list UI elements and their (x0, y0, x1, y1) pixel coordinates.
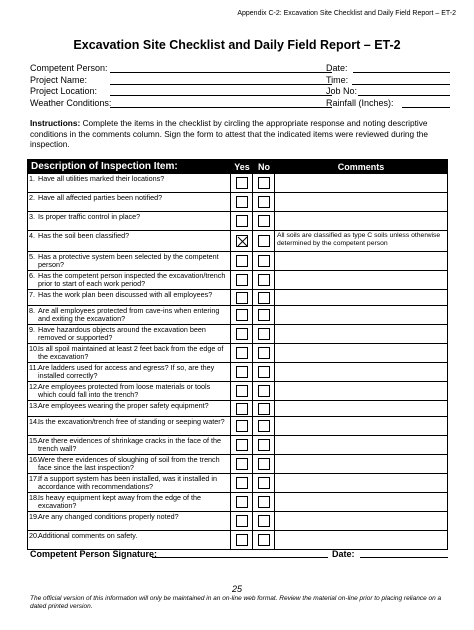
yes-cell (231, 193, 253, 211)
row-number: 9. (29, 325, 35, 334)
yes-checkbox[interactable] (236, 496, 248, 508)
row-comment[interactable] (275, 271, 447, 289)
row-comment[interactable] (275, 212, 447, 230)
row-comment[interactable] (275, 344, 447, 362)
yes-cell (231, 493, 253, 511)
yes-checkbox[interactable] (236, 215, 248, 227)
yes-checkbox[interactable] (236, 403, 248, 415)
row-comment[interactable] (275, 474, 447, 492)
no-checkbox[interactable] (258, 309, 270, 321)
yes-checkbox[interactable] (236, 420, 248, 432)
row-comment[interactable] (275, 417, 447, 435)
yes-cell (231, 401, 253, 416)
row-description: Has the work plan been discussed with all employees? (38, 290, 231, 305)
row-comment[interactable] (275, 493, 447, 511)
yes-cell (231, 325, 253, 343)
yes-checkbox[interactable] (236, 477, 248, 489)
row-number: 8. (29, 306, 35, 315)
appendix-header: Appendix C-2: Excavation Site Checklist and Daily Field Report – ET-2 (237, 10, 456, 17)
row-description: Has the soil been classified? (38, 231, 231, 251)
no-checkbox[interactable] (258, 420, 270, 432)
no-checkbox[interactable] (258, 477, 270, 489)
row-number: 14. (29, 417, 39, 426)
table-row (28, 381, 447, 400)
yes-cell (231, 231, 253, 251)
yes-cell (231, 252, 253, 270)
yes-checkbox[interactable] (236, 366, 248, 378)
competent-person-field[interactable] (110, 72, 332, 73)
no-checkbox[interactable] (258, 366, 270, 378)
project-name-label: Project Name: (30, 74, 88, 85)
no-cell (253, 212, 275, 230)
row-number: 16. (29, 455, 39, 464)
row-description: Were there evidences of sloughing of soil from the trench face since the last inspection? (38, 455, 231, 473)
table-row (28, 305, 447, 324)
instructions-label: Instructions: (30, 118, 81, 128)
no-cell (253, 363, 275, 381)
row-comment[interactable] (275, 306, 447, 324)
yes-checkbox[interactable] (236, 292, 248, 304)
row-description: Have hazardous objects around the excavation been removed or supported? (38, 325, 231, 343)
header-fields (30, 63, 450, 109)
no-checkbox[interactable] (258, 215, 270, 227)
table-header (28, 160, 447, 173)
row-comment[interactable] (275, 290, 447, 305)
row-number: 17. (29, 474, 39, 483)
no-cell (253, 401, 275, 416)
no-checkbox[interactable] (258, 403, 270, 415)
inspection-table (27, 159, 448, 550)
no-checkbox[interactable] (258, 235, 270, 247)
yes-cell (231, 363, 253, 381)
rainfall-field[interactable] (402, 107, 450, 108)
header-comments: Comments (337, 161, 385, 172)
row-description: Are all employees protected from cave-ins when entering and exiting the excavation? (38, 306, 231, 324)
no-cell (253, 436, 275, 454)
yes-checkbox[interactable] (236, 534, 248, 546)
table-row (28, 173, 447, 192)
row-number: 18. (29, 493, 39, 502)
job-no-field[interactable] (358, 95, 450, 96)
yes-cell (231, 474, 253, 492)
row-description: Is proper traffic control in place? (38, 212, 231, 230)
no-checkbox[interactable] (258, 177, 270, 189)
no-cell (253, 271, 275, 289)
row-comment[interactable] (275, 531, 447, 549)
yes-cell (231, 212, 253, 230)
table-row (28, 324, 447, 343)
row-description: Is the excavation/trench free of standing or seeping water? (38, 417, 231, 435)
no-checkbox[interactable] (258, 292, 270, 304)
no-cell (253, 417, 275, 435)
header-description: Description of Inspection Item: (31, 161, 178, 172)
table-row (28, 400, 447, 416)
header-yes: Yes (234, 161, 250, 172)
project-location-field[interactable] (110, 95, 332, 96)
no-cell (253, 290, 275, 305)
table-row (28, 192, 447, 211)
weather-label: Weather Conditions: (30, 97, 112, 108)
no-checkbox[interactable] (258, 274, 270, 286)
yes-checkbox[interactable] (236, 347, 248, 359)
row-description: Are any changed conditions properly noted? (38, 512, 231, 530)
row-number: 4. (29, 231, 35, 240)
row-number: 6. (29, 271, 35, 280)
project-location-label: Project Location: (30, 86, 98, 96)
instructions (30, 118, 450, 150)
row-comment[interactable] (275, 436, 447, 454)
table-row (28, 289, 447, 305)
row-number: 11. (29, 363, 39, 372)
row-number: 1. (29, 174, 35, 183)
yes-cell (231, 306, 253, 324)
no-cell (253, 474, 275, 492)
competent-person-label: Competent Person: (30, 63, 108, 73)
no-checkbox[interactable] (258, 347, 270, 359)
row-number: 3. (29, 212, 35, 221)
signature-date-label: Date: (332, 549, 355, 559)
row-description: Are there evidences of shrinkage cracks in the face of the trench wall? (38, 436, 231, 454)
yes-checkbox[interactable] (236, 515, 248, 527)
no-checkbox[interactable] (258, 439, 270, 451)
table-row (28, 416, 447, 435)
table-row (28, 511, 447, 530)
yes-cell (231, 455, 253, 473)
header-no: No (258, 161, 270, 172)
yes-cell (231, 271, 253, 289)
row-comment[interactable] (275, 252, 447, 270)
no-checkbox[interactable] (258, 515, 270, 527)
table-row (28, 270, 447, 289)
weather-field[interactable] (110, 107, 332, 108)
table-row (28, 473, 447, 492)
no-checkbox[interactable] (258, 496, 270, 508)
row-description: Has the competent person inspected the excavation/trench prior to start of each work period? (38, 271, 231, 289)
date-label: Date: (326, 63, 348, 73)
signature-label: Competent Person Signature: (30, 549, 158, 559)
yes-checkbox[interactable] (236, 309, 248, 321)
table-row (28, 492, 447, 511)
row-number: 19. (29, 512, 39, 521)
no-cell (253, 174, 275, 192)
time-field[interactable] (352, 84, 450, 85)
row-number: 13. (29, 401, 39, 410)
row-number: 20. (29, 531, 39, 540)
yes-cell (231, 531, 253, 549)
signature-field[interactable] (152, 557, 328, 558)
table-row (28, 530, 447, 549)
no-checkbox[interactable] (258, 255, 270, 267)
table-row (28, 251, 447, 270)
footer-note: The official version of this information will only be maintained in an on-line web format. Review the material on-line prior to placing reliance on a dated printed version. (30, 595, 442, 610)
no-cell (253, 325, 275, 343)
row-description: Are employees protected from loose materials or tools which could fall into the trench? (38, 382, 231, 400)
no-cell (253, 344, 275, 362)
yes-cell (231, 436, 253, 454)
row-comment[interactable] (275, 193, 447, 211)
table-row (28, 211, 447, 230)
yes-checkbox[interactable] (236, 196, 248, 208)
yes-cell (231, 290, 253, 305)
yes-checkbox[interactable] (236, 328, 248, 340)
table-row (28, 362, 447, 381)
yes-checkbox[interactable] (236, 385, 248, 397)
no-cell (253, 193, 275, 211)
yes-cell (231, 512, 253, 530)
instructions-text: Complete the items in the checklist by circling the appropriate response and noting descriptive conditions in the comments column. Sign the form to attest that the indicated items were reviewed during the inspection. (30, 118, 428, 150)
signature-date-field[interactable] (360, 557, 448, 558)
yes-cell (231, 382, 253, 400)
row-comment[interactable] (275, 174, 447, 192)
row-comment[interactable]: All soils are classified as type C soils unless otherwise determined by the competent person (277, 232, 441, 247)
yes-checkbox[interactable] (236, 177, 248, 189)
no-checkbox[interactable] (258, 385, 270, 397)
row-description: Are ladders used for access and egress? If so, are they installed correctly? (38, 363, 231, 381)
yes-checkbox[interactable] (236, 255, 248, 267)
no-cell (253, 306, 275, 324)
no-cell (253, 252, 275, 270)
row-description: Additional comments on safety. (38, 531, 231, 549)
row-number: 10. (29, 344, 39, 353)
no-cell (253, 531, 275, 549)
no-cell (253, 382, 275, 400)
no-cell (253, 455, 275, 473)
page-title: Excavation Site Checklist and Daily Field Report – ET-2 (73, 38, 401, 52)
row-description: If a support system has been installed, was it installed in accordance with recommendations? (38, 474, 231, 492)
rainfall-label: Rainfall (Inches): (326, 97, 394, 108)
yes-checkbox-checked[interactable] (236, 235, 248, 247)
row-number: 5. (29, 252, 35, 261)
date-field[interactable] (353, 72, 450, 73)
no-checkbox[interactable] (258, 534, 270, 546)
table-row (28, 435, 447, 454)
yes-checkbox[interactable] (236, 274, 248, 286)
yes-checkbox[interactable] (236, 439, 248, 451)
row-comment[interactable] (275, 512, 447, 530)
yes-cell (231, 344, 253, 362)
row-description: Is heavy equipment kept away from the edge of the excavation? (38, 493, 231, 511)
row-comment[interactable] (275, 455, 447, 473)
row-comment[interactable] (275, 325, 447, 343)
row-number: 12. (29, 382, 39, 391)
row-comment[interactable] (275, 401, 447, 416)
time-label: Time: (326, 74, 349, 85)
no-cell (253, 231, 275, 251)
no-checkbox[interactable] (258, 196, 270, 208)
row-description: Are employees wearing the proper safety equipment? (38, 401, 231, 416)
row-comment[interactable] (275, 363, 447, 381)
no-checkbox[interactable] (258, 328, 270, 340)
row-description: Have all utilities marked their locations? (38, 174, 231, 192)
row-comment[interactable] (275, 382, 447, 400)
row-description: Is all spoil maintained at least 2 feet back from the edge of the excavation? (38, 344, 231, 362)
page-number: 25 (231, 584, 242, 594)
job-no-label: Job No: (326, 86, 358, 96)
table-row (28, 343, 447, 362)
table-row (28, 230, 447, 251)
yes-checkbox[interactable] (236, 458, 248, 470)
row-description: Have all affected parties been notified? (38, 193, 231, 211)
table-row (28, 454, 447, 473)
project-name-field[interactable] (110, 84, 332, 85)
no-cell (253, 493, 275, 511)
yes-cell (231, 174, 253, 192)
no-cell (253, 512, 275, 530)
row-number: 2. (29, 193, 35, 202)
no-checkbox[interactable] (258, 458, 270, 470)
row-description: Has a protective system been selected by the competent person? (38, 252, 231, 270)
row-number: 7. (29, 290, 35, 299)
yes-cell (231, 417, 253, 435)
row-number: 15. (29, 436, 39, 445)
